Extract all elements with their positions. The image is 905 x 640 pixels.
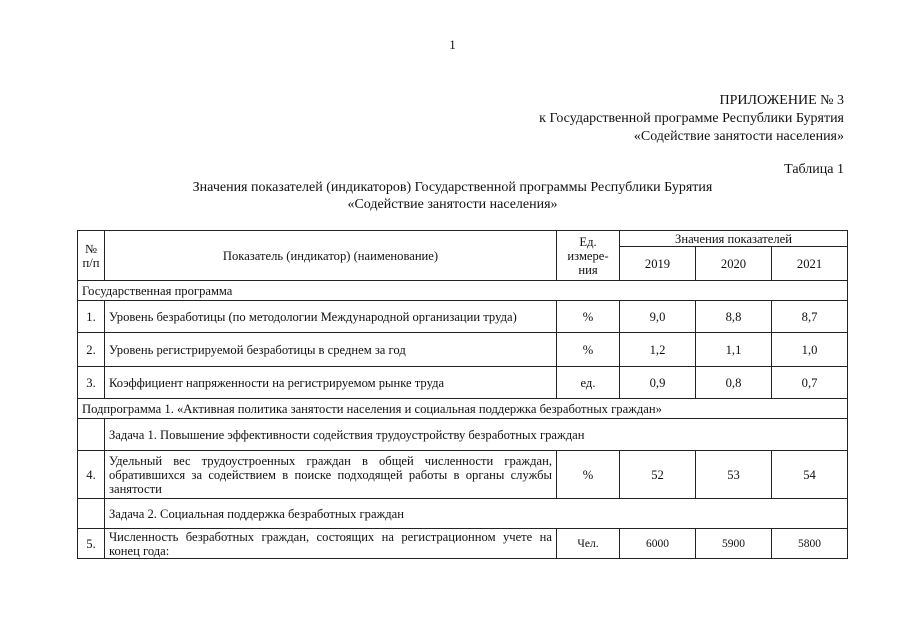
indicator-name: Коэффициент напряженности на регистрируемом рынке труда [105,367,557,399]
header-year-2021: 2021 [772,247,848,281]
table-row [78,301,848,333]
task-heading: Задача 1. Повышение эффективности содействия трудоустройству безработных граждан [105,419,848,451]
header-indicator: Показатель (индикатор) (наименование) [105,231,557,281]
indicators-table [77,230,848,559]
header-unit: Ед. измере-ния [557,231,620,281]
subprogram-heading: Подпрограмма 1. «Активная политика занятости населения и социальная поддержка безработных граждан» [78,399,848,419]
unit-cell: ед. [557,367,620,399]
indicator-name: Уровень регистрируемой безработицы в среднем за год [105,333,557,367]
appendix-title: ПРИЛОЖЕНИЕ № 3 [719,93,844,108]
value-2019: 9,0 [620,301,696,333]
value-2020: 5900 [696,529,772,559]
appendix-header [539,92,844,146]
value-2020: 53 [696,451,772,499]
task-heading: Задача 2. Социальная поддержка безработных граждан [105,499,848,529]
table-row [78,419,848,451]
document-title-line-2: «Содействие занятости населения» [347,197,558,212]
value-2021: 54 [772,451,848,499]
row-number: 5. [78,529,105,559]
table-row [78,367,848,399]
value-2021: 1,0 [772,333,848,367]
unit-cell: % [557,333,620,367]
value-2021: 5800 [772,529,848,559]
table-label: Таблица 1 [784,162,844,177]
row-number: 4. [78,451,105,499]
value-2019: 52 [620,451,696,499]
header-values-group: Значения показателей [620,231,848,247]
row-number: 3. [78,367,105,399]
table-row [78,529,848,559]
header-number: № п/п [78,231,105,281]
row-number [78,499,105,529]
header-year-2020: 2020 [696,247,772,281]
value-2020: 1,1 [696,333,772,367]
unit-cell: Чел. [557,529,620,559]
appendix-program: к Государственной программе Республики Бурятия [539,111,844,126]
value-2021: 8,7 [772,301,848,333]
value-2020: 8,8 [696,301,772,333]
value-2019: 6000 [620,529,696,559]
table-row [78,281,848,301]
table-row [78,499,848,529]
indicator-name: Удельный вес трудоустроенных граждан в общей численности граждан, обратившихся за содействием в поиске подходящей работы в органы службы занятости [105,451,557,499]
value-2019: 1,2 [620,333,696,367]
table-row [78,451,848,499]
value-2021: 0,7 [772,367,848,399]
value-2019: 0,9 [620,367,696,399]
row-number: 1. [78,301,105,333]
document-title-line-1: Значения показателей (индикаторов) Государственной программы Республики Бурятия [192,180,713,195]
value-2020: 0,8 [696,367,772,399]
document-title [0,179,905,213]
row-number [78,419,105,451]
table-row [78,399,848,419]
table-row [78,333,848,367]
unit-cell: % [557,301,620,333]
section-heading: Государственная программа [78,281,848,301]
indicator-name: Численность безработных граждан, состоящих на регистрационном учете на конец года: [105,529,557,559]
row-number: 2. [78,333,105,367]
page-number: 1 [449,37,456,52]
header-year-2019: 2019 [620,247,696,281]
indicator-name: Уровень безработицы (по методологии Международной организации труда) [105,301,557,333]
unit-cell: % [557,451,620,499]
appendix-program-name: «Содействие занятости населения» [633,129,844,144]
